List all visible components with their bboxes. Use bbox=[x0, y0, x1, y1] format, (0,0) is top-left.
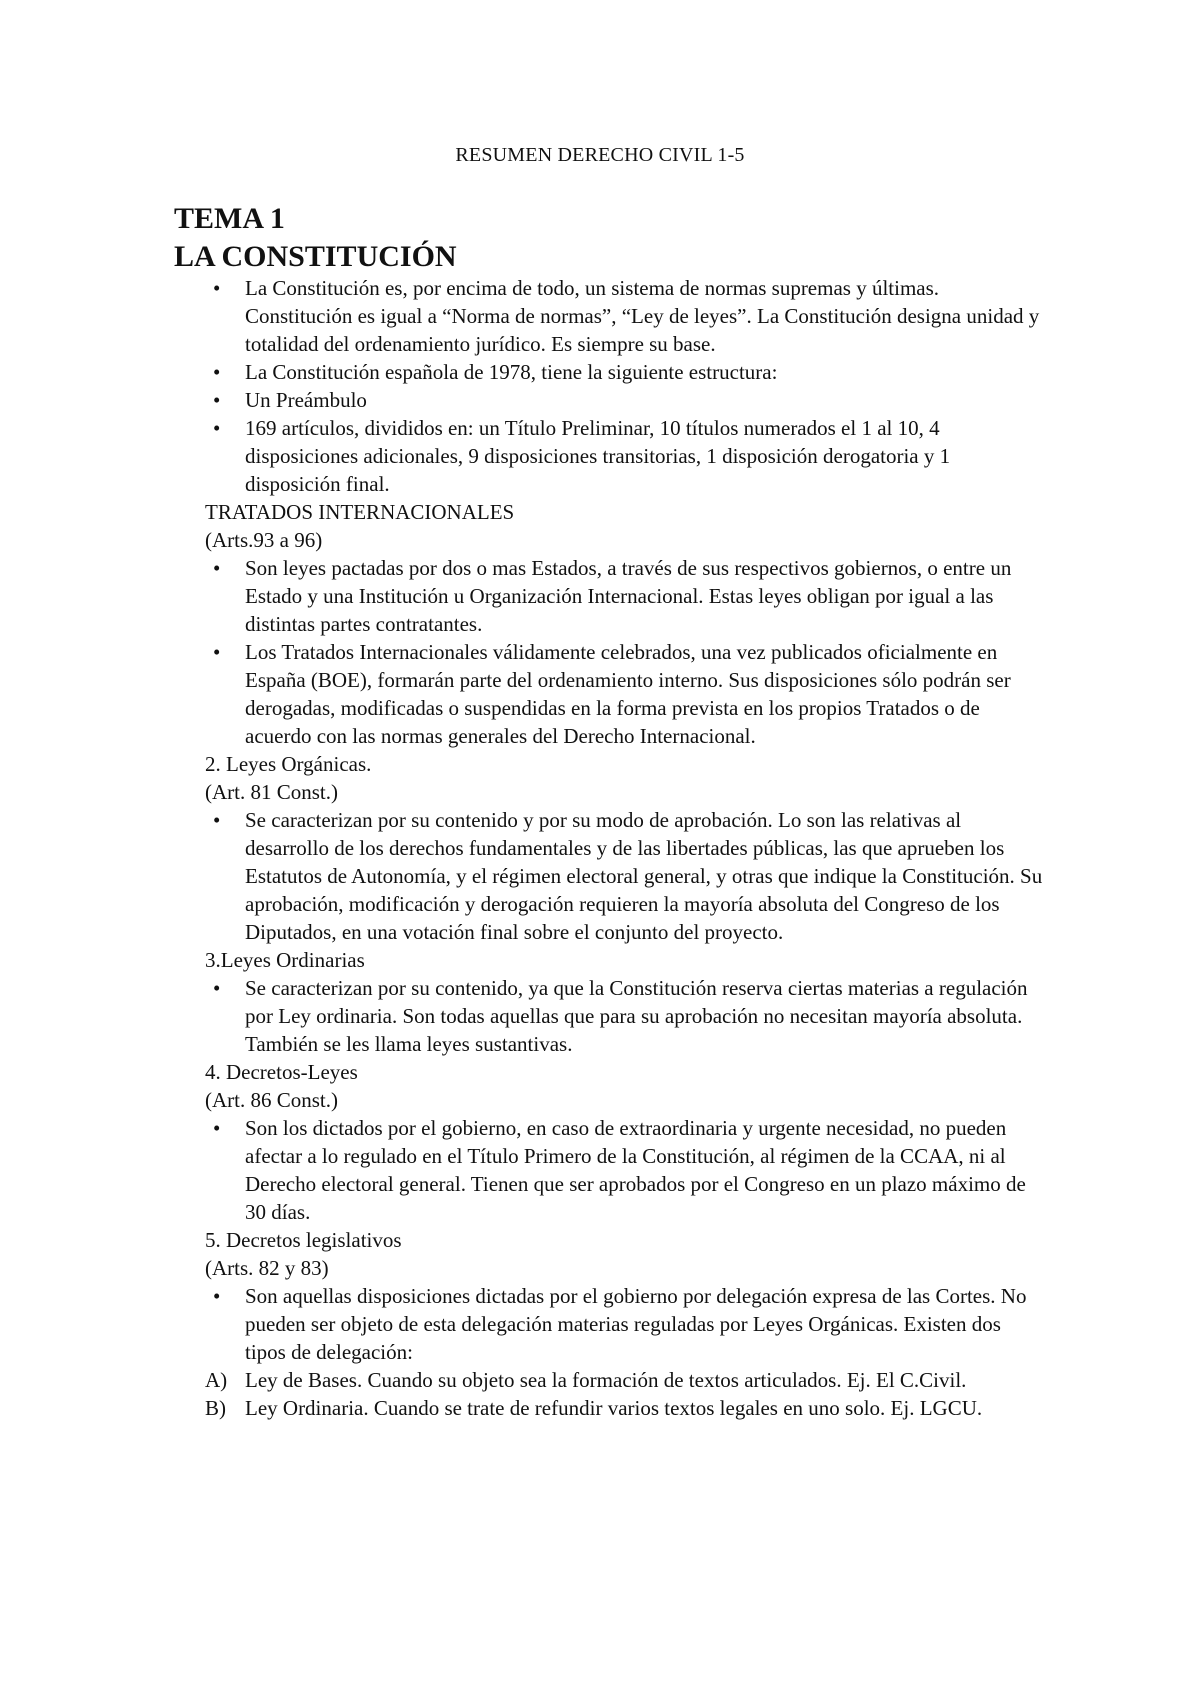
bullet-icon: • bbox=[213, 808, 221, 832]
section-label: (Art. 81 Const.) bbox=[205, 780, 338, 804]
bullet-item bbox=[205, 414, 1045, 498]
paragraph-text: Un Preámbulo bbox=[245, 388, 367, 412]
section-label: 4. Decretos-Leyes bbox=[205, 1060, 358, 1084]
section-label: 3.Leyes Ordinarias bbox=[205, 948, 365, 972]
paragraph-text: Son aquellas disposiciones dictadas por el gobierno por delegación expresa de las Cortes. No pueden ser objeto de esta delegación materias reguladas por Leyes Orgánicas. Existen dos tipos de delegación: bbox=[245, 1284, 1027, 1364]
paragraph-text: La Constitución española de 1978, tiene la siguiente estructura: bbox=[245, 360, 778, 384]
constitucion-heading: LA CONSTITUCIÓN bbox=[174, 240, 457, 273]
bullet-icon: • bbox=[213, 276, 221, 300]
paragraph-text: Se caracterizan por su contenido, ya que la Constitución reserva ciertas materias a regulación por Ley ordinaria. Son todas aquellas que para su aprobación no necesitan mayoría absoluta. También se les llama leyes sustantivas. bbox=[245, 976, 1028, 1056]
bullet-item bbox=[205, 1282, 1045, 1366]
paragraph-text: Ley Ordinaria. Cuando se trate de refundir varios textos legales en uno solo. Ej. LGCU. bbox=[245, 1396, 983, 1420]
section-label: (Arts. 82 y 83) bbox=[205, 1256, 329, 1280]
paragraph-text: Son los dictados por el gobierno, en caso de extraordinaria y urgente necesidad, no pueden afectar a lo regulado en el Título Primero de la Constitución, al régimen de la CCAA, ni al Derecho electoral general. Tienen que ser aprobados por el Congreso en un plazo máximo de 30 días. bbox=[245, 1116, 1026, 1224]
paragraph-text: Se caracterizan por su contenido y por su modo de aprobación. Lo son las relativas al desarrollo de los derechos fundamentales y de las libertades públicas, las que aprueben los Estatutos de Autonomía, y el régimen electoral general, y otras que indique la Constitución. Su aprobación, modificación y derogación requieren la mayoría absoluta del Congreso de los Diputados, en una votación final sobre el conjunto del proyecto. bbox=[245, 808, 1043, 944]
bullet-icon: • bbox=[213, 360, 221, 384]
section-label: (Art. 86 Const.) bbox=[205, 1088, 338, 1112]
lettered-item bbox=[205, 1394, 1045, 1422]
list-letter: A) bbox=[205, 1368, 228, 1392]
bullet-item bbox=[205, 274, 1045, 358]
bullet-icon: • bbox=[213, 1116, 221, 1140]
section-label: 2. Leyes Orgánicas. bbox=[205, 752, 372, 776]
tema-heading: TEMA 1 bbox=[174, 202, 285, 235]
paragraph-text: La Constitución es, por encima de todo, un sistema de normas supremas y últimas. Constitución es igual a “Norma de normas”, “Ley de leyes”. La Constitución designa unidad y totalidad del ordenamiento jurídico. Es siempre su base. bbox=[245, 276, 1040, 356]
paragraph-text: Los Tratados Internacionales válidamente celebrados, una vez publicados oficialmente en España (BOE), formarán parte del ordenamiento interno. Sus disposiciones sólo podrán ser derogadas, modificadas o suspendidas en la forma prevista en los propios Tratados o de acuerdo con las normas generales del Derecho Internacional. bbox=[245, 640, 1011, 748]
section-heading bbox=[174, 200, 457, 276]
bullet-icon: • bbox=[213, 416, 221, 440]
paragraph-text: Son leyes pactadas por dos o mas Estados, a través de sus respectivos gobiernos, o entre un Estado y una Institución u Organización Internacional. Estas leyes obligan por igual a las distintas partes contratantes. bbox=[245, 556, 1012, 636]
bullet-item bbox=[205, 358, 1045, 386]
bullet-item bbox=[205, 386, 1045, 414]
bullet-item bbox=[205, 974, 1045, 1058]
bullet-icon: • bbox=[213, 1284, 221, 1308]
paragraph-text: Ley de Bases. Cuando su objeto sea la formación de textos articulados. Ej. El C.Civil. bbox=[245, 1368, 967, 1392]
list-letter: B) bbox=[205, 1396, 226, 1420]
bullet-item bbox=[205, 554, 1045, 638]
bullet-item bbox=[205, 638, 1045, 750]
paragraph-text: 169 artículos, divididos en: un Título Preliminar, 10 títulos numerados el 1 al 10, 4 disposiciones adicionales, 9 disposiciones transitorias, 1 disposición derogatoria y 1 disposición final. bbox=[245, 416, 951, 496]
bullet-item bbox=[205, 806, 1045, 946]
section-label: TRATADOS INTERNACIONALES bbox=[205, 500, 515, 524]
bullet-icon: • bbox=[213, 556, 221, 580]
bullet-icon: • bbox=[213, 640, 221, 664]
bullet-icon: • bbox=[213, 976, 221, 1000]
lettered-item bbox=[205, 1366, 1045, 1394]
document-title: RESUMEN DERECHO CIVIL 1-5 bbox=[455, 144, 745, 166]
bullet-icon: • bbox=[213, 388, 221, 412]
document-body bbox=[205, 274, 1045, 1422]
section-label: 5. Decretos legislativos bbox=[205, 1228, 402, 1252]
bullet-item bbox=[205, 1114, 1045, 1226]
section-label: (Arts.93 a 96) bbox=[205, 528, 323, 552]
